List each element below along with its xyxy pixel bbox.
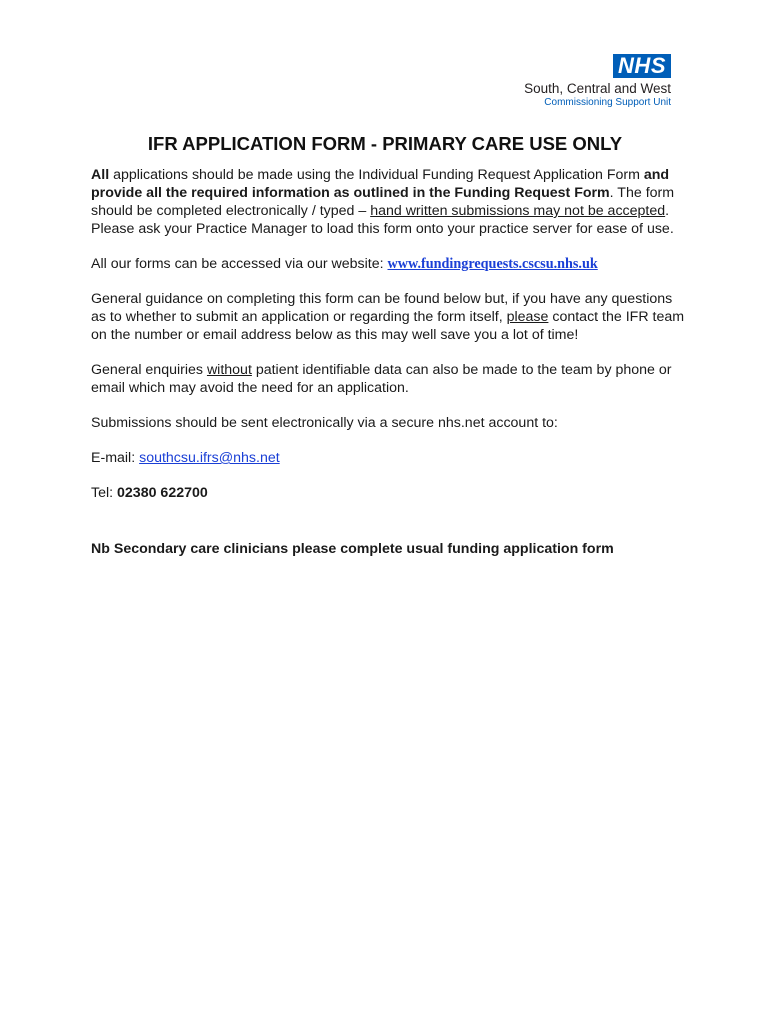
website-link[interactable]: www.fundingrequests.cscsu.nhs.uk	[387, 256, 598, 272]
intro-underlined: hand written submissions may not be accepted	[370, 203, 666, 219]
org-unit: Commissioning Support Unit	[544, 97, 671, 108]
nhs-badge: NHS	[613, 54, 671, 78]
guidance-text-1: General guidance on completing this form can be found below but, if you have any questions as to whether to submit an application or regarding the form itself,	[91, 291, 673, 325]
document-body	[91, 166, 691, 575]
website-paragraph	[91, 255, 691, 273]
enquiries-underlined: without	[206, 362, 252, 378]
tel-line	[91, 484, 691, 502]
nhs-logo	[471, 54, 671, 109]
intro-bold: and provide all the required information as outlined in the Funding Request Form	[91, 167, 670, 201]
guidance-text-2: contact the IFR team on the number or email address below as this may well save you a lot of time!	[91, 309, 685, 343]
org-name: South, Central and West	[524, 81, 671, 96]
enquiries-text-2: patient identifiable data can also be made to the team by phone or email which may avoid the need for an application.	[91, 362, 672, 396]
page-title: IFR APPLICATION FORM - PRIMARY CARE USE ONLY	[147, 133, 623, 154]
guidance-paragraph	[91, 290, 691, 344]
email-line	[91, 449, 691, 467]
intro-lead: All	[91, 167, 110, 183]
enquiries-paragraph	[91, 361, 691, 397]
intro-text-3: . Please ask your Practice Manager to load this form onto your practice server for ease of use.	[91, 203, 674, 237]
guidance-underlined: please	[506, 309, 549, 325]
enquiries-text-1: General enquiries	[91, 362, 207, 378]
tel-label: Tel:	[91, 485, 118, 501]
website-text: All our forms can be accessed via our website:	[91, 256, 388, 272]
submissions-paragraph: Submissions should be sent electronically via a secure nhs.net account to:	[91, 415, 558, 431]
secondary-care-note: Nb Secondary care clinicians please complete usual funding application form	[91, 541, 614, 557]
email-label: E-mail:	[91, 450, 140, 466]
intro-text-1: applications should be made using the Individual Funding Request Application Form	[109, 167, 644, 183]
tel-number: 02380 622700	[117, 485, 208, 501]
email-link[interactable]: southcsu.ifrs@nhs.net	[139, 450, 280, 466]
intro-paragraph	[91, 166, 691, 238]
intro-text-2: . The form should be completed electronically / typed –	[91, 185, 675, 219]
